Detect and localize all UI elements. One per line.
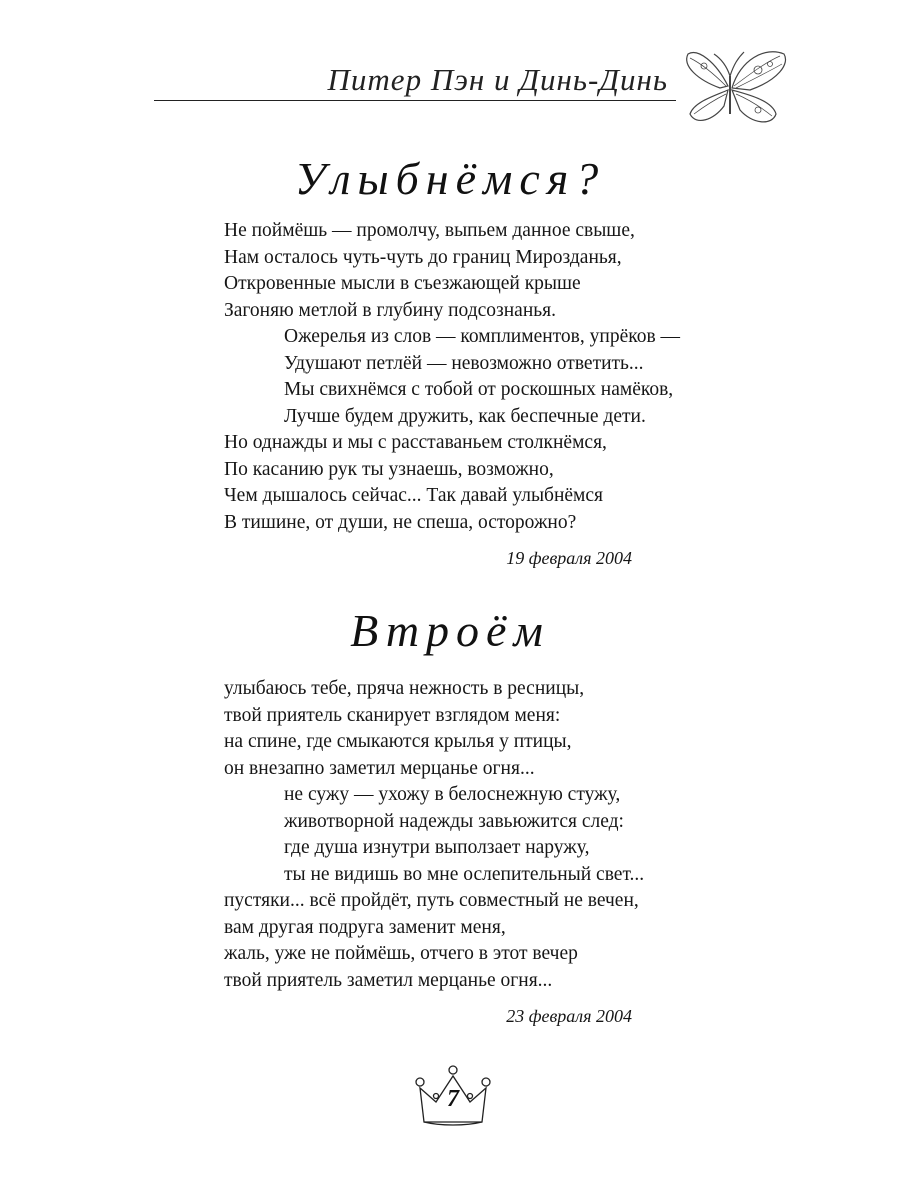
poem-line: где душа изнутри выползает наружу, xyxy=(284,837,590,858)
poem-line: ты не видишь во мне ослепительный свет... xyxy=(284,863,645,885)
poem-line: Мы свихнёмся с тобой от роскошных намёков, xyxy=(284,379,674,400)
poem-body xyxy=(224,676,784,994)
poem-line: твой приятель сканирует взглядом меня: xyxy=(224,704,561,726)
butterfly-icon xyxy=(680,40,790,130)
poem-line: вам другая подруга заменит меня, xyxy=(224,916,506,938)
poem-line: не сужу — ухожу в белоснежную стужу, xyxy=(284,784,621,805)
poem-line: Загоняю метлой в глубину подсознанья. xyxy=(224,299,557,321)
header-rule xyxy=(154,100,676,101)
poem-body xyxy=(224,218,784,536)
poem-date: 23 февраля 2004 xyxy=(506,1006,632,1026)
poem-line: животворной надежды завьюжится след: xyxy=(284,810,624,832)
poem-line: твой приятель заметил мерцанье огня... xyxy=(224,969,553,991)
poem-line: Чем дышалось сейчас... Так давай улыбнёмся xyxy=(224,485,604,506)
poem-line: улыбаюсь тебе, пряча нежность в ресницы, xyxy=(224,678,585,699)
poem-line: Удушают петлёй — невозможно ответить... xyxy=(284,352,644,374)
poem-line: В тишине, от души, не спеша, осторожно? xyxy=(224,511,577,533)
page-number: 7 xyxy=(447,1086,459,1112)
running-title: Питер Пэн и Динь-Динь xyxy=(327,62,668,97)
poem-line: По касанию рук ты узнаешь, возможно, xyxy=(224,458,554,480)
poem-line: жаль, уже не поймёшь, отчего в этот вечер xyxy=(224,943,578,964)
poem-line: пустяки... всё пройдёт, путь совместный не вечен, xyxy=(224,890,639,911)
poem-line: Нам осталось чуть-чуть до границ Мирозданья, xyxy=(224,246,622,268)
poem-line: на спине, где смыкаются крылья у птицы, xyxy=(224,731,572,752)
poem-line: Не поймёшь — промолчу, выпьем данное свыше, xyxy=(224,220,635,241)
poem-line: Откровенные мысли в съезжающей крыше xyxy=(224,273,581,294)
poem-title: Улыбнёмся? xyxy=(294,153,606,204)
poem-line: Лучше будем дружить, как беспечные дети. xyxy=(284,405,646,427)
running-head xyxy=(0,0,900,140)
poem-title: Втроём xyxy=(350,605,550,656)
poem-line: он внезапно заметил мерцанье огня... xyxy=(224,757,535,779)
poem-line: Ожерелья из слов — комплиментов, упрёков — xyxy=(284,326,681,347)
poem-date: 19 февраля 2004 xyxy=(506,548,632,568)
poem-line: Но однажды и мы с расставаньем столкнёмся, xyxy=(224,432,607,453)
